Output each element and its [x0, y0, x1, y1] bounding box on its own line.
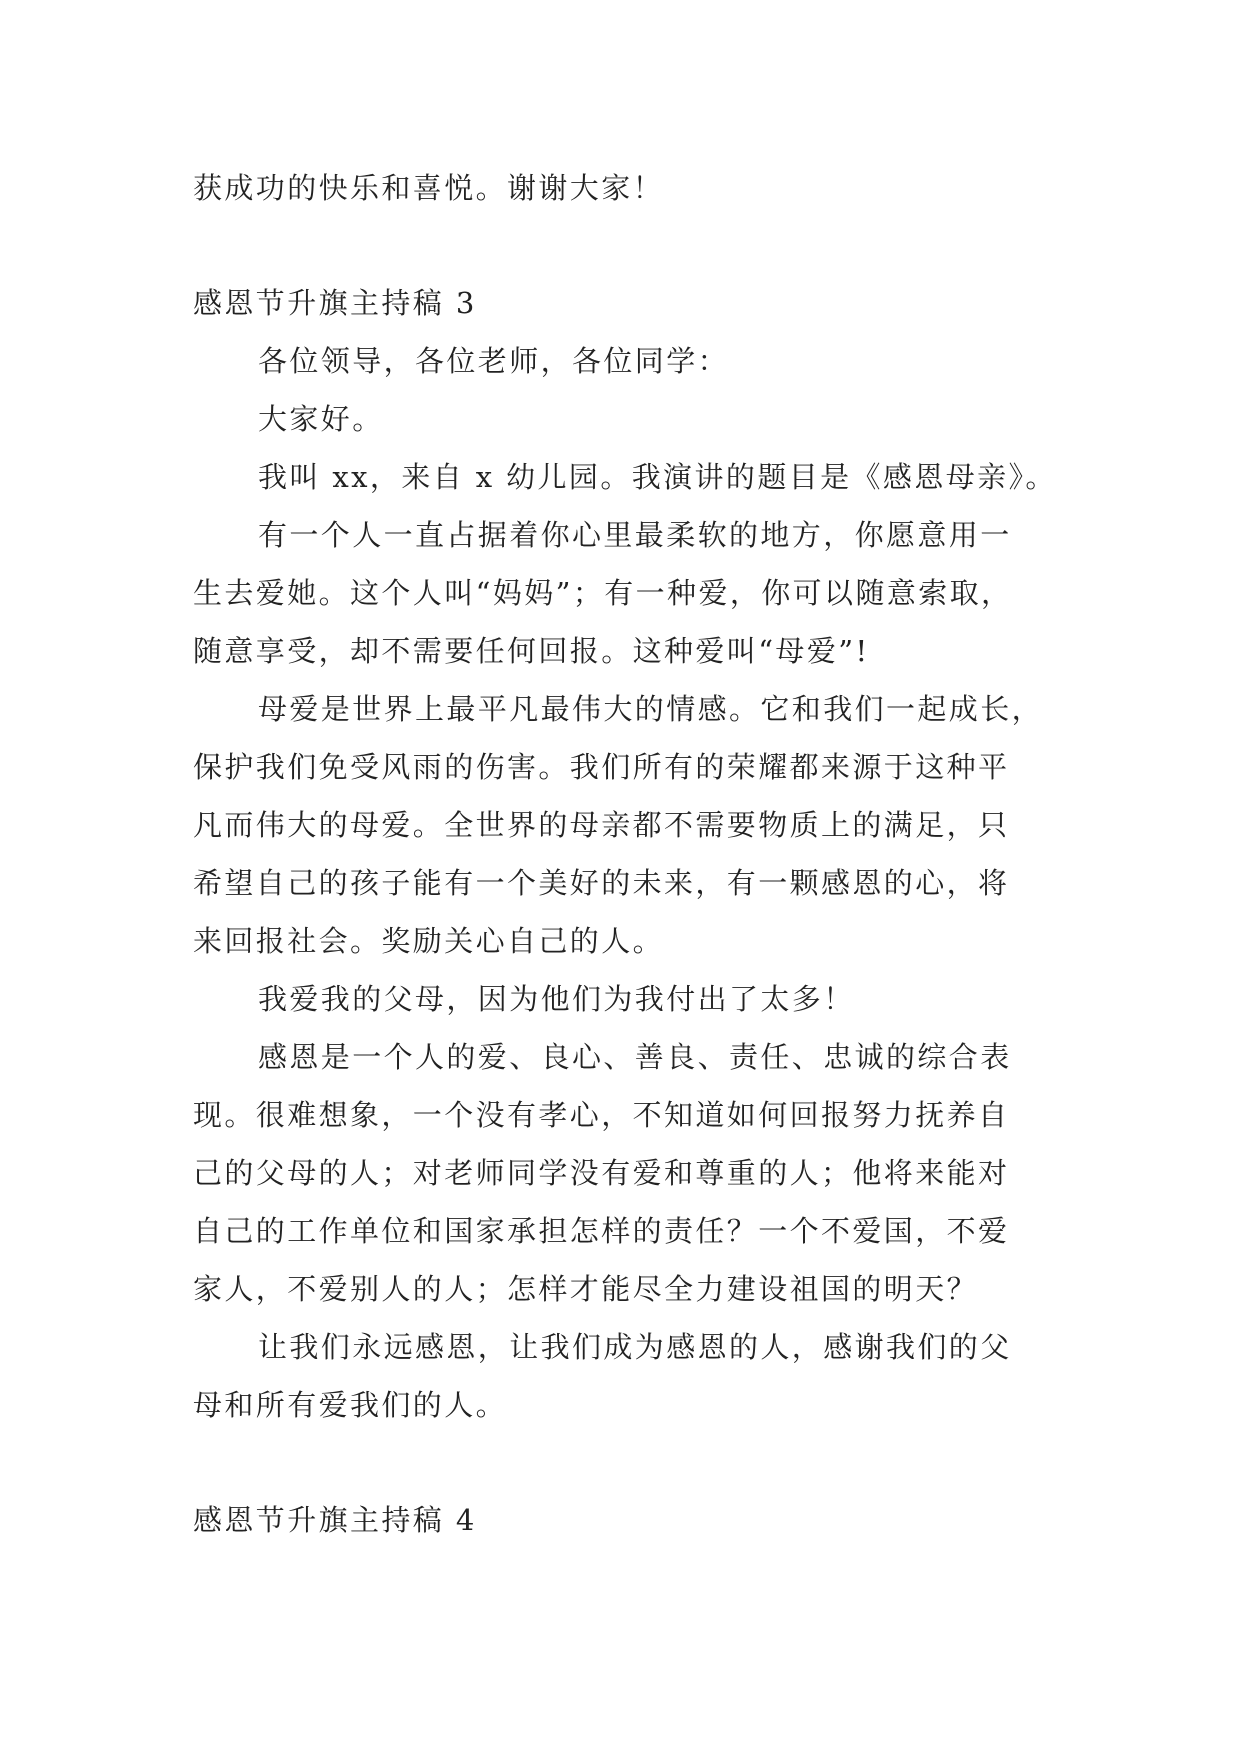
salutation: 各位领导，各位老师，各位同学：	[258, 344, 730, 378]
paragraph-line: 母和所有爱我们的人。	[193, 1388, 508, 1422]
paragraph-line: 凡而伟大的母爱。全世界的母亲都不需要物质上的满足，只	[193, 808, 1010, 842]
paragraph-line: 随意享受，却不需要任何回报。这种爱叫“母爱”!	[193, 634, 870, 668]
paragraph-line: 感恩是一个人的爱、良心、善良、责任、忠诚的综合表	[258, 1040, 1012, 1074]
paragraph-line: 来回报社会。奖励关心自己的人。	[193, 924, 665, 958]
paragraph-line: 让我们永远感恩，让我们成为感恩的人，感谢我们的父	[258, 1330, 1012, 1364]
paragraph-line: 母爱是世界上最平凡最伟大的情感。它和我们一起成长，	[258, 692, 1044, 726]
introduction: 我叫 xx，来自 x 幼儿园。我演讲的题目是《感恩母亲》。	[258, 460, 1057, 494]
paragraph-line: 家人，不爱别人的人；怎样才能尽全力建设祖国的明天？	[193, 1272, 979, 1306]
greeting: 大家好。	[258, 402, 384, 436]
paragraph-line: 我爱我的父母，因为他们为我付出了太多！	[258, 982, 855, 1016]
paragraph-line: 己的父母的人；对老师同学没有爱和尊重的人；他将来能对	[193, 1156, 1010, 1190]
paragraph-line: 有一个人一直占据着你心里最柔软的地方，你愿意用一	[258, 518, 1012, 552]
section-heading-3: 感恩节升旗主持稿 3	[193, 286, 477, 320]
paragraph-line: 保护我们免受风雨的伤害。我们所有的荣耀都来源于这种平	[193, 750, 1010, 784]
paragraph-line: 现。很难想象，一个没有孝心，不知道如何回报努力抚养自	[193, 1098, 1010, 1132]
section-heading-4: 感恩节升旗主持稿 4	[193, 1503, 477, 1537]
paragraph-line: 自己的工作单位和国家承担怎样的责任？一个不爱国，不爱	[193, 1214, 1010, 1248]
paragraph-line: 生去爱她。这个人叫“妈妈”；有一种爱，你可以随意索取，	[193, 576, 1013, 610]
paragraph-line: 希望自己的孩子能有一个美好的未来，有一颗感恩的心，将	[193, 866, 1010, 900]
continuation-text: 获成功的快乐和喜悦。谢谢大家！	[193, 171, 665, 205]
